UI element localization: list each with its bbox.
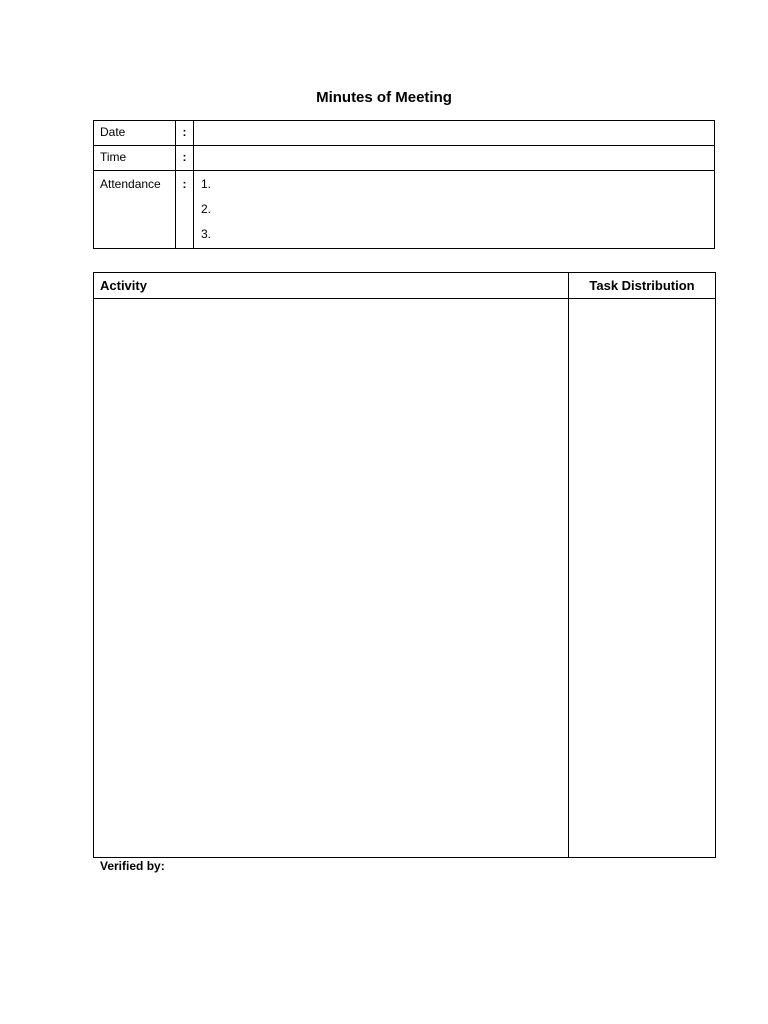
activity-cell[interactable] xyxy=(94,299,569,858)
attendance-separator: : xyxy=(176,171,194,249)
attendance-label: Attendance xyxy=(94,171,176,249)
task-distribution-cell[interactable] xyxy=(569,299,716,858)
attendance-item: 1. xyxy=(201,177,212,191)
task-distribution-header: Task Distribution xyxy=(569,273,716,299)
time-row xyxy=(94,146,715,171)
time-separator: : xyxy=(176,146,194,171)
date-row xyxy=(94,121,715,146)
date-label: Date xyxy=(94,121,176,146)
date-value-cell[interactable] xyxy=(194,121,715,146)
activity-table-header xyxy=(94,273,716,299)
attendance-value-cell[interactable] xyxy=(194,171,715,249)
activity-header: Activity xyxy=(94,273,569,299)
date-separator: : xyxy=(176,121,194,146)
time-label: Time xyxy=(94,146,176,171)
attendance-item: 2. xyxy=(201,202,212,216)
page-title: Minutes of Meeting xyxy=(316,89,452,106)
attendance-item: 3. xyxy=(201,227,212,241)
attendance-list xyxy=(194,173,714,248)
attendance-row xyxy=(94,171,715,249)
activity-table xyxy=(93,272,716,858)
verified-by-label: Verified by: xyxy=(100,859,165,873)
activity-table-body xyxy=(94,299,716,858)
meeting-info-table xyxy=(93,120,715,249)
time-value-cell[interactable] xyxy=(194,146,715,171)
